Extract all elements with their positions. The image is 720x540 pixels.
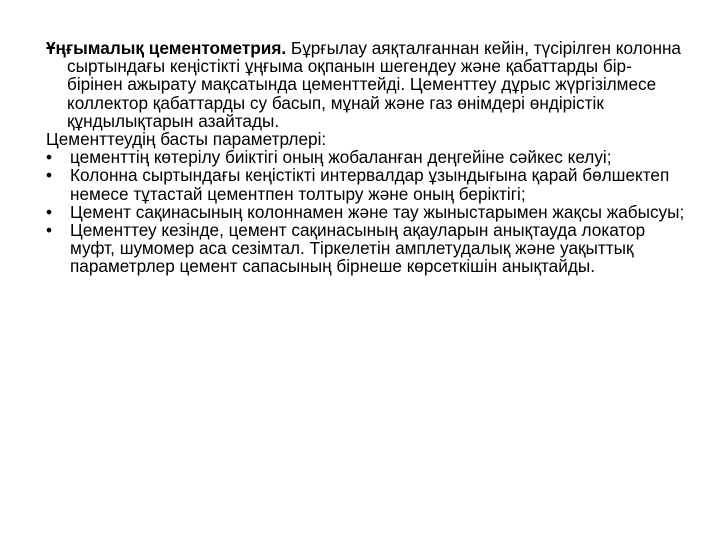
slide-content bbox=[46, 39, 686, 276]
bullet-icon: • bbox=[46, 165, 53, 186]
intro-paragraph bbox=[46, 39, 686, 130]
bullet-icon: • bbox=[46, 147, 53, 168]
intro-text: Бұрғылау аяқталғаннан кейін, түсірілген колонна сыртындағы кеңістікті ұңғыма оқпанын шегендеу және қабаттарды бір-бірінен ажырату мақсатында цементтейді. Цементтеу дұрыс жүргізілмесе коллектор қабаттарды су басып, мұнай және газ өнімдері өндірістік құндылықтарын азайтады. bbox=[67, 38, 681, 131]
list-item-text: Цемент сақинасының колоннамен және тау жыныстарымен жақсы жабысуы; bbox=[70, 201, 685, 222]
parameters-list bbox=[46, 148, 686, 275]
list-item-text: Колонна сыртындағы кеңістікті интервалдар ұзындығына қарай бөлшектеп немесе тұтастай цементпен толтыру және оның беріктігі; bbox=[70, 165, 670, 204]
list-item bbox=[46, 148, 686, 166]
list-item-text: Цементтеу кезінде, цемент сақинасының ақауларын анықтауда локатор муфт, шумомер аса сезімтал. Тіркелетін амплетудалық және уақыттық параметрлер цемент сапасының бірнеше көрсеткішін анықтайды. bbox=[70, 220, 646, 277]
params-heading: Цементтеудің басты параметрлері: bbox=[46, 129, 327, 150]
list-item bbox=[46, 203, 686, 221]
bullet-icon: • bbox=[46, 201, 53, 222]
list-item bbox=[46, 221, 686, 276]
list-item bbox=[46, 166, 686, 202]
intro-heading: Ұңғымалық цементометрия. bbox=[46, 38, 287, 58]
bullet-icon: • bbox=[46, 220, 53, 241]
list-item-text: цементтің көтерілу биіктігі оның жобаланған деңгейіне сәйкес келуі; bbox=[70, 147, 612, 168]
